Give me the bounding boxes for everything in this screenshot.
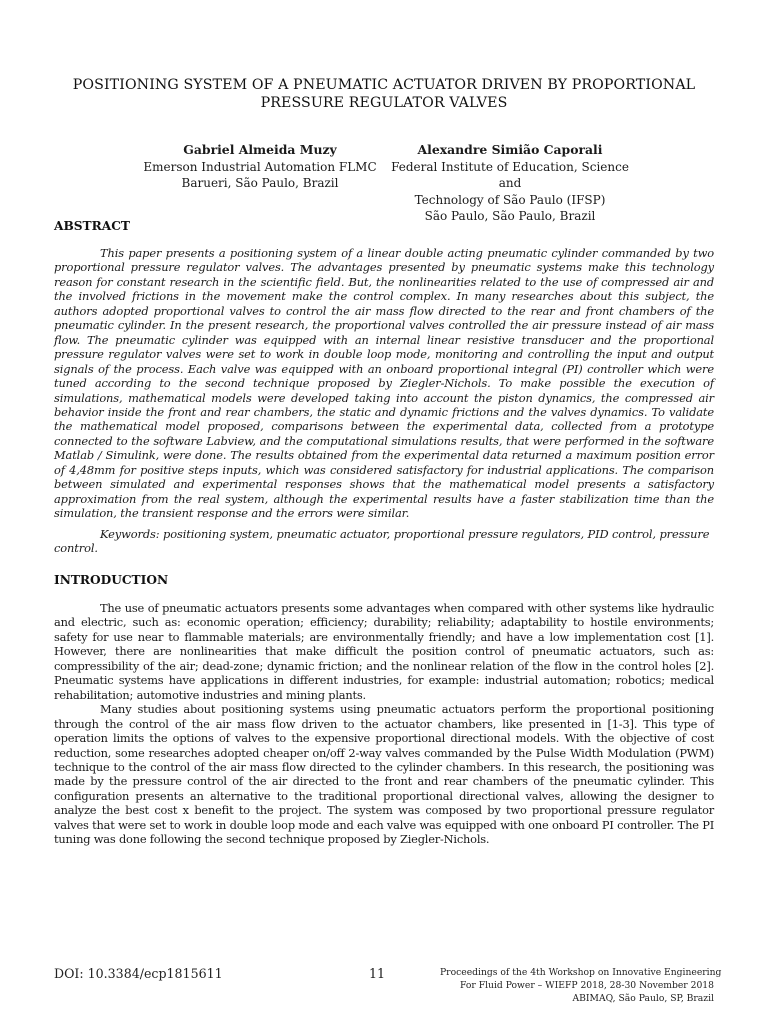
title-line-2: PRESSURE REGULATOR VALVES xyxy=(260,95,508,111)
proceedings-info xyxy=(440,966,722,1006)
author-affiliation-line: Federal Institute of Education, Science and xyxy=(391,159,629,190)
author-name: Alexandre Simião Caporali xyxy=(417,142,603,157)
author-name: Gabriel Almeida Muzy xyxy=(183,142,337,157)
doi-link[interactable]: DOI: 10.3384/ecp1815611 xyxy=(54,966,223,981)
abstract-heading: ABSTRACT xyxy=(54,219,130,233)
title-line-1: POSITIONING SYSTEM OF A PNEUMATIC ACTUATOR DRIVEN BY PROPORTIONAL xyxy=(72,77,696,93)
author-block-1 xyxy=(130,142,390,192)
author-affiliation-line: Technology of São Paulo (IFSP) xyxy=(414,192,606,207)
author-affiliation-line: Barueri, São Paulo, Brazil xyxy=(181,176,339,190)
introduction-body xyxy=(54,601,714,847)
introduction-heading: INTRODUCTION xyxy=(54,573,169,587)
author-affiliation-line: Emerson Industrial Automation FLMC xyxy=(143,159,377,174)
author-affiliation-line: São Paulo, São Paulo, Brazil xyxy=(424,209,596,223)
introduction-paragraph: The use of pneumatic actuators presents some advantages when compared with other systems like hydraulic and electric, such as: economic operation; efficiency; durability; reliability; adaptability to hostile environments; safety for use near to flammable materials; are environmentally friendly; and have a low implementation cost [1]. However, there are nonlinearities that make difficult the position control of pneumatic actuators, such as: compressibility of the air; dead-zone; dynamic friction; and the nonlinear relation of the flow in the control holes [2]. Pneumatic systems have applications in different industries, for example: industrial automation; robotics; medical rehabilitation; automotive industries and mining plants. xyxy=(54,601,714,702)
proceedings-line: Proceedings of the 4th Workshop on Innovative Engineering xyxy=(440,967,722,978)
page-number: 11 xyxy=(368,966,386,981)
proceedings-line: For Fluid Power – WIEFP 2018, 28-30 November 2018 xyxy=(460,980,714,992)
proceedings-line: ABIMAQ, São Paulo, SP, Brazil xyxy=(572,993,714,1005)
author-block-2 xyxy=(380,142,640,225)
introduction-paragraph: Many studies about positioning systems using pneumatic actuators perform the proportional positioning through the control of the air mass flow driven to the actuator chambers, like presented in [1-3]. This type of operation limits the options of valves to the expensive proportional directional models. With the objective of cost reduction, some researches adopted cheaper on/off 2-way valves commanded by the Pulse Width Modulation (PWM) technique to the control of the air mass flow directed to the cylinder chambers. In this research, the positioning was made by the pressure control of the air directed to the front and rear chambers of the pneumatic cylinder. This configuration presents an alternative to the traditional proportional directional valves, allowing the designer to analyze the best cost x benefit to the project. The system was composed by two proportional pressure regulator valves that were set to work in double loop mode and each valve was equipped with one onboard PI controller. The PI tuning was done following the second technique proposed by Ziegler-Nichols. xyxy=(54,702,714,847)
abstract-text: This paper presents a positioning system of a linear double acting pneumatic cylinder commanded by two proportional pressure regulator valves. The advantages presented by pneumatic systems make this technology reason for constant research in the scientific field. But, the nonlinearities related to the use of compressed air and the involved frictions in the movement make the control complex. In many researches about this subject, the authors adopted proportional valves to control the air mass flow directed to the rear and front chambers of the pneumatic cylinder. In the present research, the proportional valves controlled the air pressure instead of air mass flow. The pneumatic cylinder was equipped with an internal linear resistive transducer and the proportional pressure regulator valves were set to work in double loop mode, monitoring and controlling the input and output signals of the process. Each valve was equipped with an onboard proportional integral (PI) controller which were tuned according to the second technique proposed by Ziegler-Nichols. To make possible the execution of simulations, mathematical models were developed taking into account the piston dynamics, the compressed air behavior inside the front and rear chambers, the static and dynamic frictions and the valves dynamics. To validate the mathematical model proposed, comparisons between the experimental data, collected from a prototype connected to the software Labview, and the computational simulations results, that were performed in the software Matlab / Simulink, were done. The results obtained from the experimental data returned a maximum position error of 4,48mm for positive steps inputs, which was considered satisfactory for industrial applications. The comparison between simulated and experimental responses shows that the mathematical model presents a satisfactory approximation from the real system, although the experimental results have a faster stabilization time than the simulation, the transient response and the errors were similar. xyxy=(54,246,714,521)
paper-title xyxy=(40,76,728,112)
keywords: Keywords: positioning system, pneumatic actuator, proportional pressure regulators, PID control, pressure control. xyxy=(54,527,710,556)
